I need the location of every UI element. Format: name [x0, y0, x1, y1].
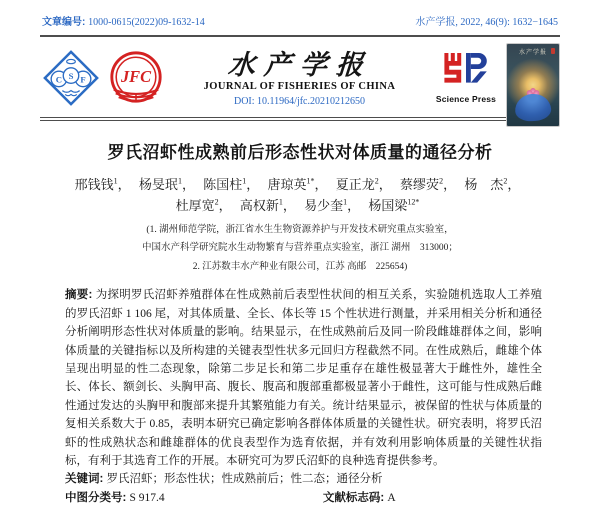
svg-text:S: S	[68, 70, 74, 81]
journal-citation: 水产学报, 2022, 46(9): 1632−1645	[415, 17, 558, 28]
document-code-label: 文献标志码:	[322, 491, 388, 504]
cover-title-text: 水产学报	[518, 50, 547, 56]
svg-text:F: F	[80, 74, 86, 85]
abstract-label: 摘要:	[65, 289, 96, 302]
author: 高权新$^1$，	[239, 198, 296, 214]
author: 邢钱钱$^1$，	[74, 176, 131, 192]
journal-title-zh: 水产学报	[226, 50, 373, 81]
author: 陈国柱$^1$，	[203, 176, 260, 192]
keywords-label: 关键词:	[65, 473, 107, 486]
author: 杨旻珉$^1$，	[138, 176, 195, 192]
author: 易少奎$^1$，	[304, 198, 361, 214]
author: 夏正龙$^2$，	[335, 176, 392, 192]
affiliation-line: 中国水产科学研究院水生动物繁育与营养重点实验室，浙江 湖州 313000；	[142, 243, 458, 254]
article-title: 罗氏沼虾性成熟前后形态性状对体质量的通径分析	[107, 143, 493, 162]
document-code	[323, 492, 396, 504]
clc-label: 中图分类号:	[65, 491, 130, 504]
journal-masthead-center	[165, 49, 434, 106]
abstract	[65, 286, 542, 470]
clc-number	[65, 489, 320, 507]
article-number-value: 1000-0615(2022)09-1632-14	[88, 17, 205, 28]
author: 唐琼英$^{1*}$，	[267, 176, 328, 192]
csf-society-logo-icon	[42, 49, 100, 107]
article-number	[42, 13, 205, 28]
article-number-label: 文章编号:	[42, 17, 89, 28]
cover-seal-mark	[551, 48, 555, 54]
affiliation-line: (1. 湖州师范学院，浙江省水生生物资源养护与开发技术研究重点实验室，	[146, 224, 454, 235]
science-press-logo-icon	[438, 53, 494, 93]
affiliations	[0, 221, 600, 277]
masthead-right	[434, 43, 560, 113]
affiliation-line: 2. 江苏数丰水产种业有限公司，江苏 高邮 225654)	[192, 261, 408, 272]
document-code-value: A	[387, 491, 396, 504]
doi: DOI: 10.11964/jfc.20210212650	[233, 95, 365, 107]
masthead	[0, 37, 600, 117]
author: 杨国梁$^{12*}$	[368, 198, 420, 214]
svg-text:JFC: JFC	[120, 66, 152, 86]
masthead-bottom-rule	[40, 117, 560, 121]
science-press-label: Science Press	[435, 93, 497, 104]
author: 杜厚宽$^2$，	[175, 198, 232, 214]
author: 蔡缪荧$^2$，	[400, 176, 457, 192]
author: 杨 杰$^2$，	[464, 176, 521, 192]
authors-line-2	[0, 195, 600, 216]
journal-title-en: JOURNAL OF FISHERIES OF CHINA	[203, 80, 396, 92]
keywords-text: 罗氏沼虾；形态性状；性成熟前后；性二态；通径分析	[106, 473, 383, 486]
authors-line-1	[0, 174, 600, 195]
classification-line	[65, 489, 542, 507]
author-list	[0, 174, 600, 217]
clc-value: S 917.4	[129, 491, 165, 504]
keywords	[65, 470, 542, 488]
science-press-logo	[434, 53, 498, 104]
jfc-journal-logo-icon	[107, 49, 165, 107]
svg-text:C: C	[55, 74, 63, 85]
journal-cover-thumbnail	[506, 43, 560, 127]
topbar	[0, 0, 600, 28]
society-logos	[42, 49, 165, 107]
abstract-text: 为探明罗氏沼虾养殖群体在性成熟前后表型性状间的相互关系，实验随机选取人工养殖的罗氏沼虾 1 106 尾，对其体质量、全长、体长等 15 个性状进行测量，并采用相关分析和通径分析阐明形态性状对体质量的影响。结果显示，在性成熟前后及同一阶段雌雄群体之间，影响体质量的关键指标以及所构建的关键表型性状多元回归方程截然不同。在性成熟后，雌雄个体呈现出明显的性二态现象，除第二步足长和第二步足重存在雄性极显著大于雌性外，雄性全长、体长、额剑长、头胸甲高、腹长、腹高和腹部重都极显著小于雌性，这可能与性成熟后雌性通过发达的头胸甲和腹部来提升其繁殖能力有关。统计结果显示，被保留的性状与体质量的复相关系数大于 0.85，表明本研究已确定影响各群体体质量的关键性状。研究表明，将罗氏沼虾的性成熟状态和雌雄群体的优良表型作为选育依据，并有效利用影响体质量的关键性状指标，有利于其选育工作的开展。本研究可为罗氏沼虾的良种选育提供参考。	[65, 289, 542, 468]
lotus-leaf-icon	[514, 93, 552, 122]
